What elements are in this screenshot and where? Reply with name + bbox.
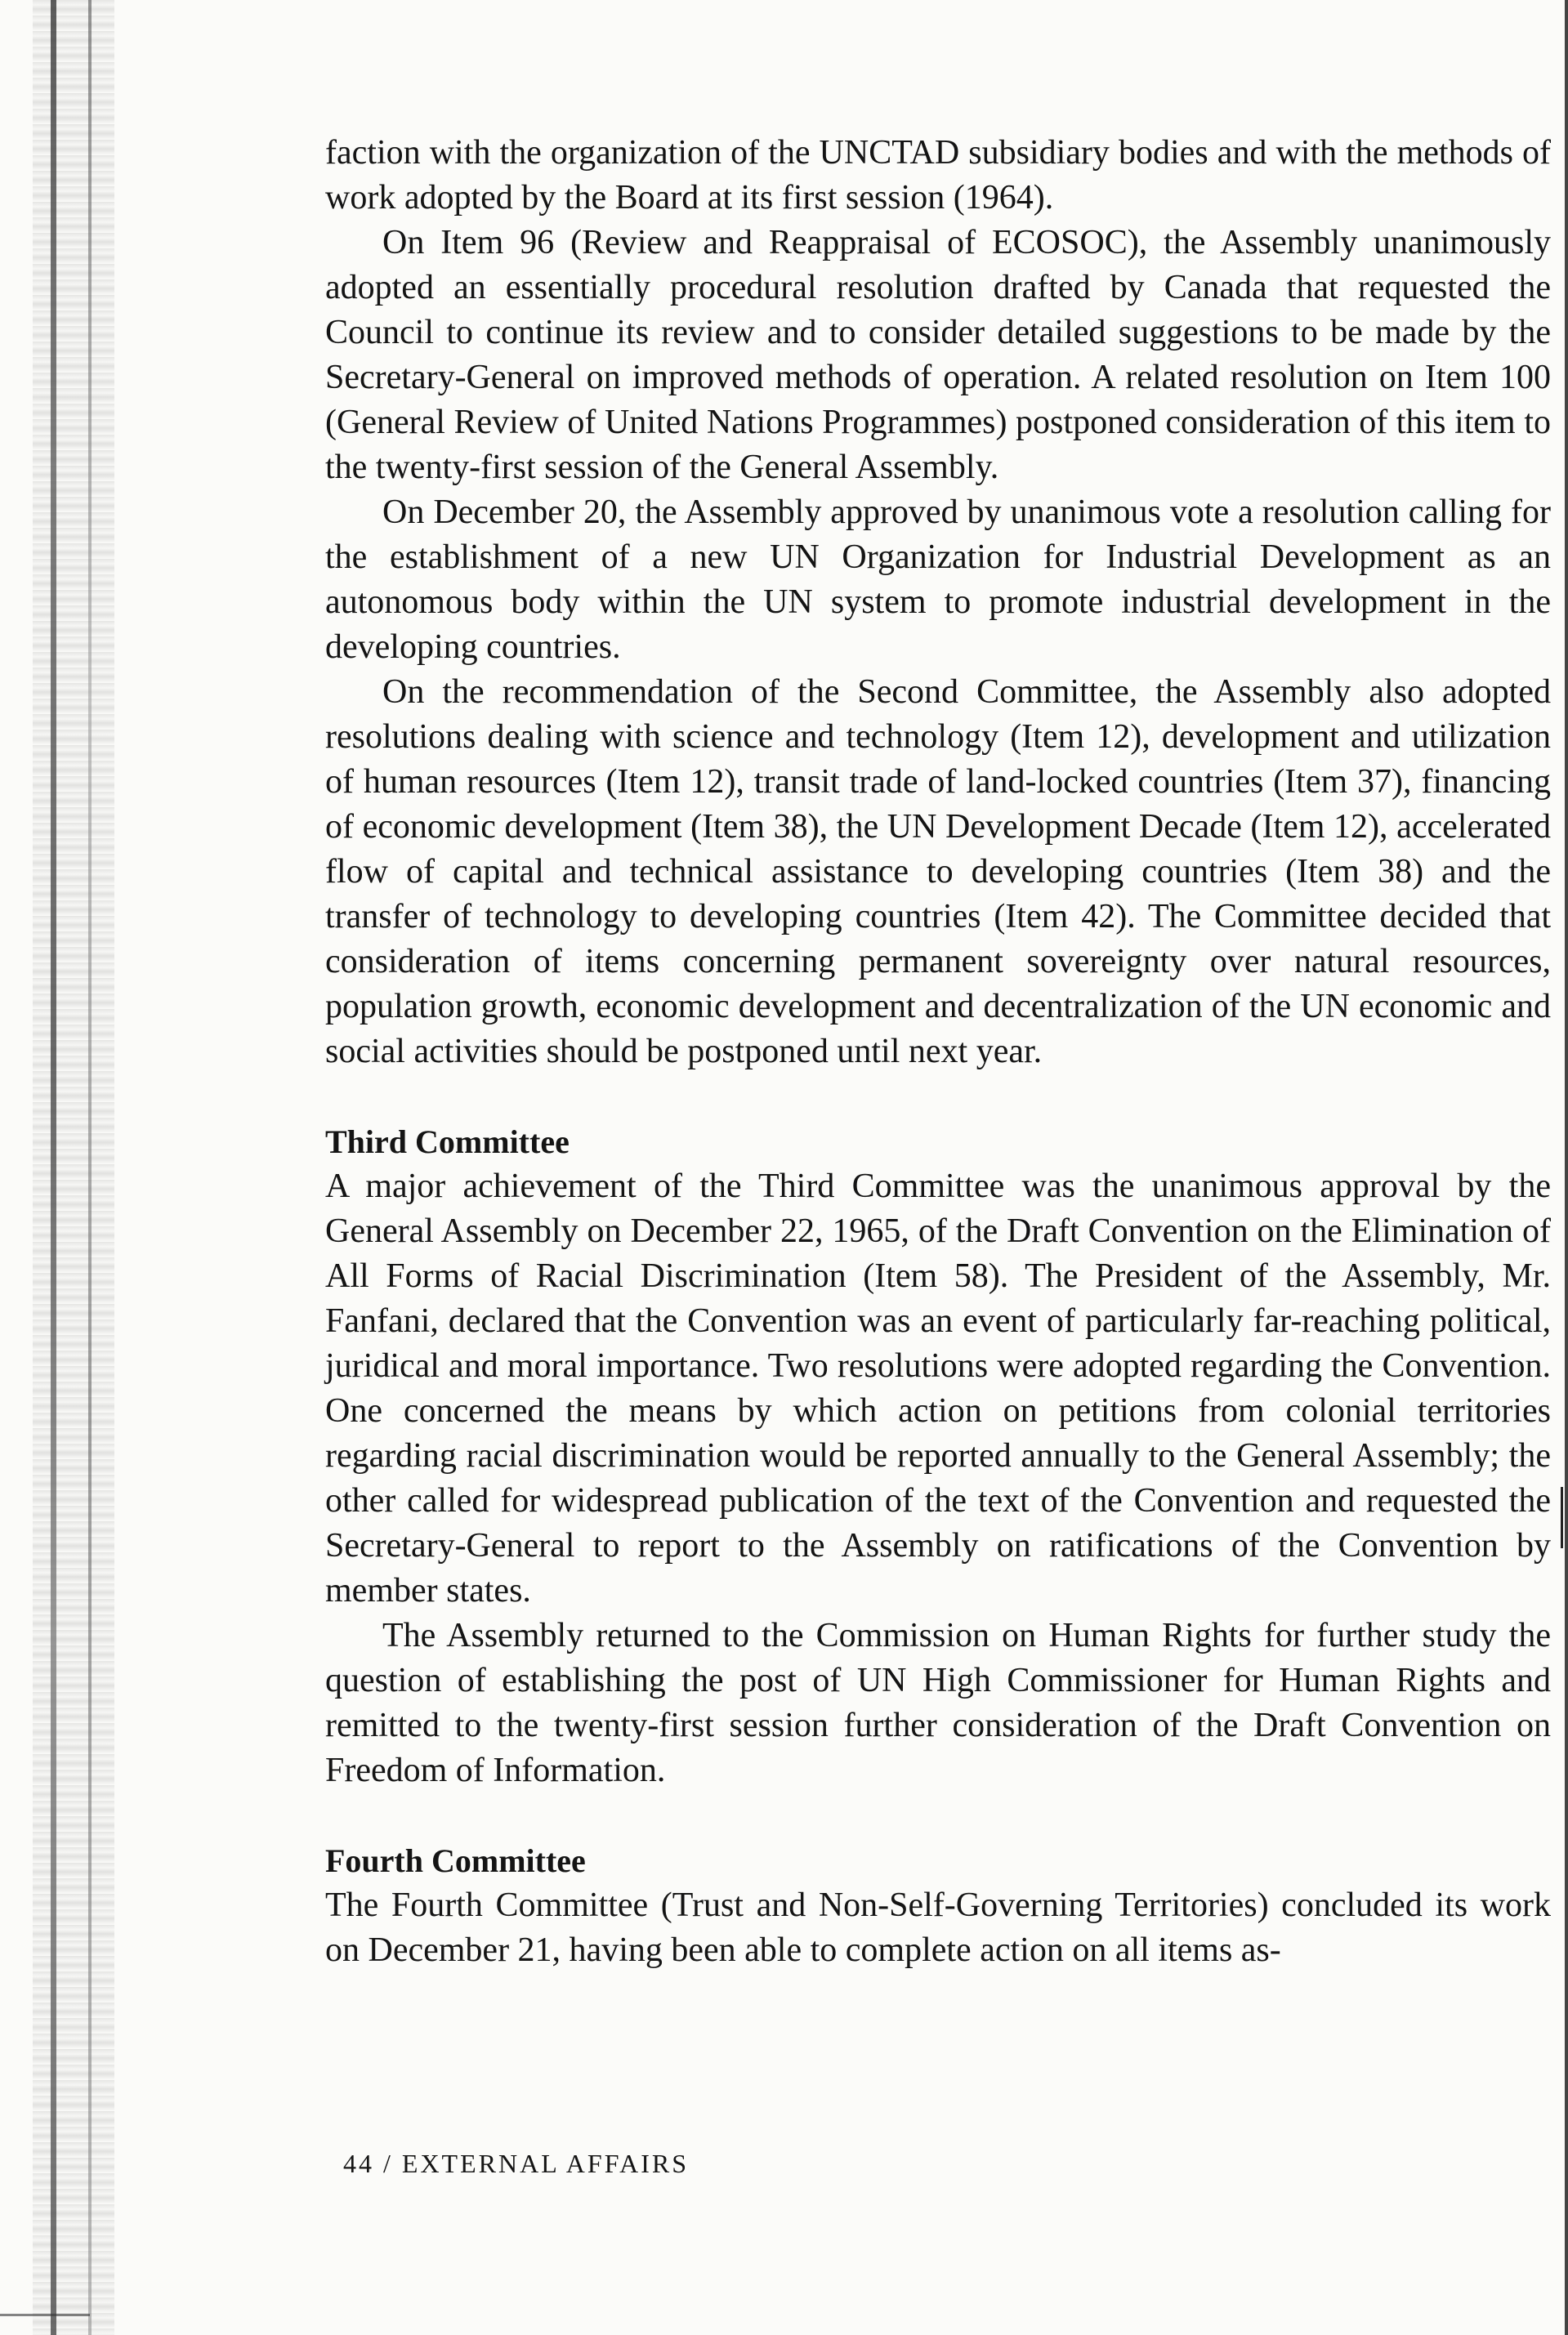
scan-right-edge bbox=[1565, 0, 1568, 2335]
page-footer: 44 / EXTERNAL AFFAIRS bbox=[343, 2149, 690, 2178]
scan-right-edge-mark bbox=[1561, 1487, 1563, 1548]
paragraph-december-20: On December 20, the Assembly approved by unanimous vote a resolution calling for the establishment of a new UN Organization for Industrial Development as an autonomous body within the UN system to promote industrial development in the developing countries. bbox=[325, 493, 1551, 666]
heading-third-committee: Third Committee bbox=[325, 1123, 570, 1160]
paragraph-continuation: faction with the organization of the UNCTAD subsidiary bodies and with the methods of work adopted by the Board at its first session (1964). bbox=[325, 134, 1551, 217]
section-gap bbox=[325, 1793, 1551, 1838]
paragraph-second-committee: On the recommendation of the Second Committee, the Assembly also adopted resolutions dealing with science and technology (Item 12), development and utilization of human resources (Item 12), transit trade of land-locked countries (Item 37), financing of economic development (Item 38), the UN Development Decade (Item 12), accelerated flow of capital and technical assistance to developing countries (Item 38) and the transfer of technology to developing countries (Item 42). The Committee decided that consideration of items concerning permanent sovereignty over natural resources, population growth, economic development and decentralization of the UN economic and social activities should be postponed until next year. bbox=[325, 673, 1551, 1070]
section-gap bbox=[325, 1074, 1551, 1119]
paragraph-third-committee-2: The Assembly returned to the Commission on Human Rights for further study the question of establishing the post of UN High Commissioner for Human Rights and remitted to the twenty-first session further consideration of the Draft Convention on Freedom of Information. bbox=[325, 1617, 1551, 1789]
scan-binding-line bbox=[51, 0, 56, 2335]
scan-binding-shadow bbox=[33, 0, 114, 2335]
paragraph-item-96: On Item 96 (Review and Reappraisal of ECOSOC), the Assembly unanimously adopted an essentially procedural resolution drafted by Canada that requested the Council to continue its review and to consider detailed suggestions to be made by the Secretary-General on improved methods of operation. A related resolution on Item 100 (General Review of United Nations Programmes) postponed consideration of this item to the twenty-first session of the General Assembly. bbox=[325, 224, 1551, 486]
heading-fourth-committee: Fourth Committee bbox=[325, 1842, 586, 1879]
paragraph-third-committee-1: A major achievement of the Third Committee was the unanimous approval by the General Assembly on December 22, 1965, of the Draft Convention on the Elimination of All Forms of Racial Discrimination (Item 58). The President of the Assembly, Mr. Fanfani, declared that the Convention was an event of particularly far-reaching political, juridical and moral importance. Two resolutions were adopted regarding the Convention. One concerned the means by which action on petitions from colonial territories regarding racial discrimination would be reported annually to the General Assembly; the other called for widespread publication of the text of the Convention and requested the Secretary-General to report to the Assembly on ratifications of the Convention by member states. bbox=[325, 1168, 1551, 1609]
scan-binding-line-secondary bbox=[88, 0, 92, 2335]
scan-bottom-rule bbox=[0, 2314, 90, 2316]
paragraph-fourth-committee-1: The Fourth Committee (Trust and Non-Self-Governing Territories) concluded its work on December 21, having been able to complete action on all items as- bbox=[325, 1886, 1551, 1969]
page-body bbox=[325, 131, 1551, 1973]
